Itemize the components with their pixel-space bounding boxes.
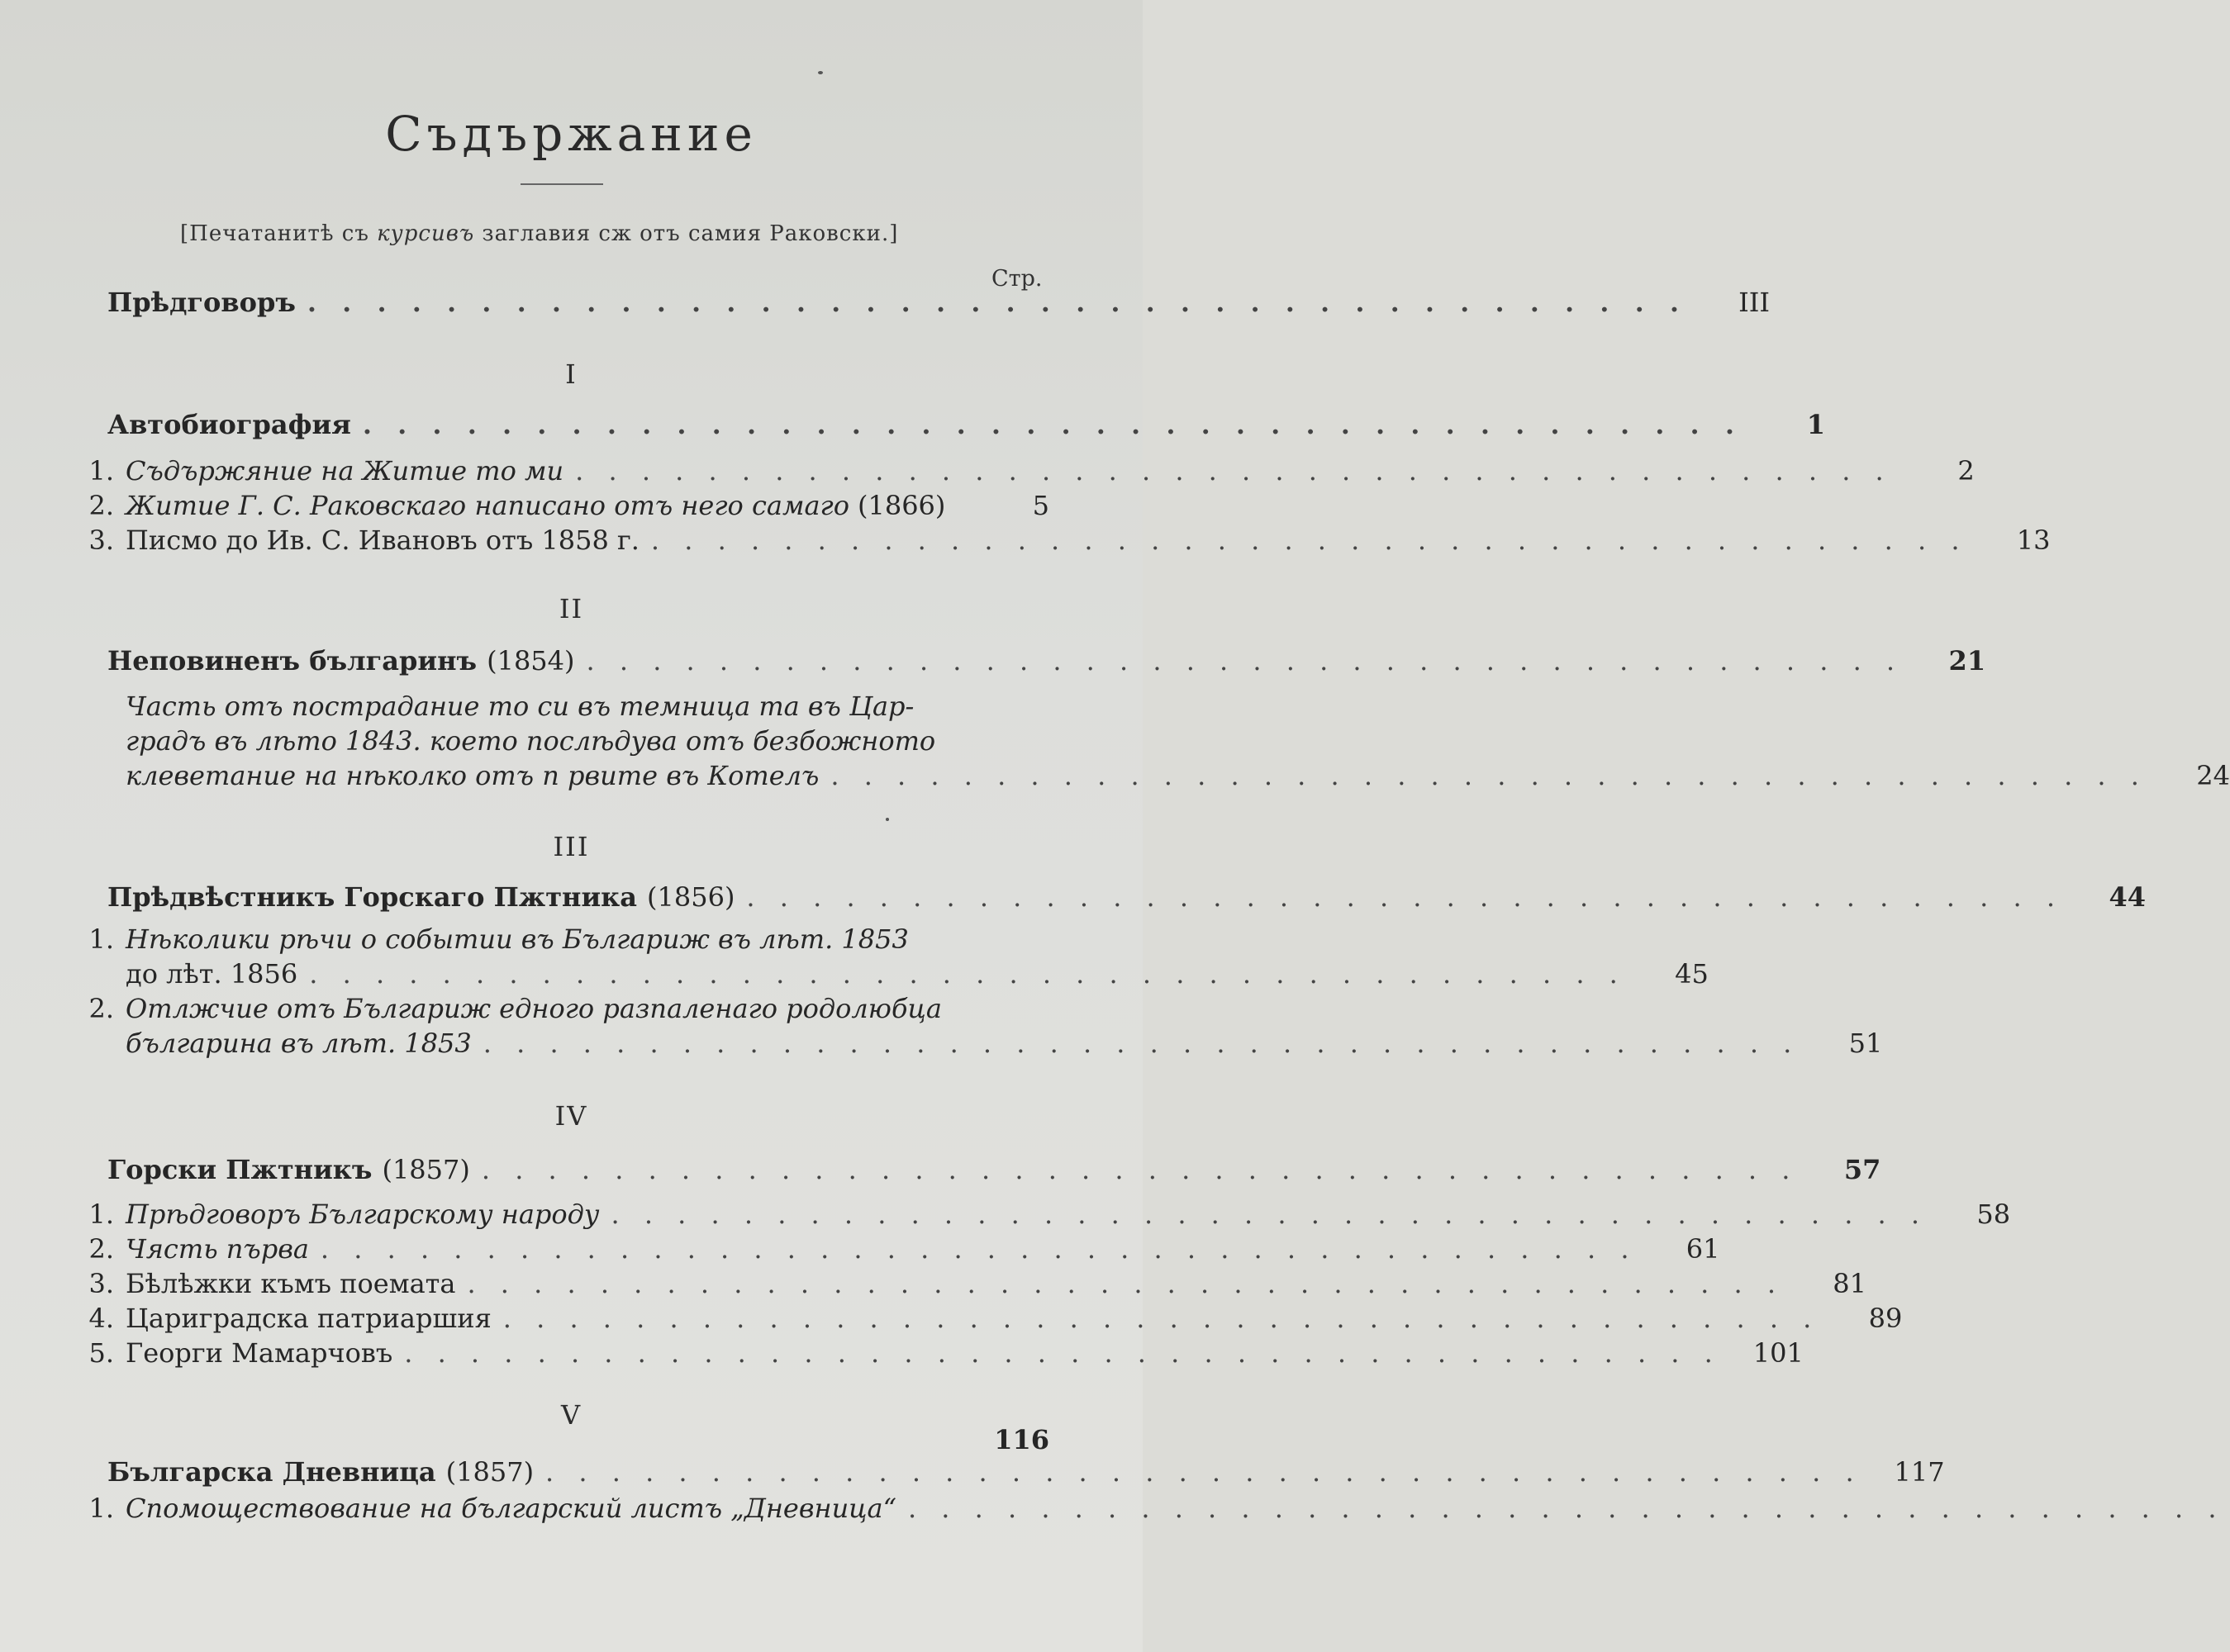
leader-dots: . . . . . . . . . . . . . . . . . . . . . . . . . . . . . . . . . . . . . . . .: [830, 760, 2147, 791]
toc-entry-preface: [107, 286, 1770, 319]
page-title: Съдържание: [385, 106, 758, 162]
section-numeral: V: [560, 1399, 582, 1431]
entry-line: клеветание на нѣколко отъ п рвите въ Котелъ: [126, 760, 820, 791]
entry-line: Отлжчие отъ Българиж едного разпаленаго родолюбца: [126, 993, 942, 1024]
toc-entry: [74, 1492, 2225, 1525]
leader-dots: . . . . . . . . . . . . . . . . . . . . . . . . . . . . . . . . . . . . . . . .: [575, 455, 1892, 487]
entry-line: градъ въ лѣто 1843. което послѣдува отъ безбожното: [126, 725, 936, 757]
leader-dots: . . . . . . . . . . . . . . . . . . . . . . . . . . . . . . . . . . . . . . . .: [586, 645, 1904, 676]
toc-entry-main: [107, 1153, 1881, 1186]
toc-entry: [74, 1198, 2011, 1231]
entry-title: Горски Пжтникъ: [107, 1154, 373, 1185]
entry-number: 2.: [88, 993, 114, 1024]
entry-title: Прѣдвѣстникъ Горскаго Пжтника: [107, 881, 638, 913]
leader-dots: . . . . . . . . . . . . . . . . . . . . . . . . . . . . . . . . . . . . . . . .: [307, 287, 1687, 318]
entry-number: 1.: [88, 455, 114, 487]
toc-entry: [74, 1232, 1720, 1265]
page-number: 51: [1848, 1028, 1883, 1059]
leader-dots: . . . . . . . . . . . . . . . . . . . . . . . . . . . . . . . . . . . . . . . .: [650, 525, 1968, 556]
leader-dots: . . . . . . . . . . . . . . . . . . . . . . . . . . . . . . . . . . . . . . . .: [502, 1303, 1820, 1334]
page-number: 45: [1675, 958, 1709, 990]
entry-line: Часть отъ пострадание то си въ темница та въ Цар-: [126, 691, 915, 722]
entry-number: 1.: [88, 1493, 114, 1524]
toc-entry-main: [107, 1455, 1945, 1488]
page-number: 89: [1868, 1303, 1903, 1334]
leader-dots: . . . . . . . . . . . . . . . . . . . . . . . . . . . . . . . . . . . . . . . .: [481, 1154, 1799, 1185]
entry-line: Нѣколики рѣчи о событии въ Българиж въ лѣт. 1853: [126, 923, 909, 955]
page-number: III: [1738, 287, 1770, 318]
leader-dots: . . . . . . . . . . . . . . . . . . . . . . . . . . . . . . . . . . . . . . . .: [483, 1028, 1800, 1059]
page-number: 21: [1948, 645, 1986, 676]
entry-line: българина въ лѣт. 1853: [126, 1028, 472, 1059]
entry-title: Прѣдговоръ Българскому народу: [126, 1199, 600, 1230]
paper-speck: [886, 818, 889, 821]
page-number: 1: [1806, 409, 1825, 440]
toc-entry-multiline: [74, 922, 1709, 991]
toc-entry: [74, 454, 1975, 487]
entry-title: Съдържяние на Житие то ми: [126, 455, 564, 487]
leader-dots: . . . . . . . . . . . . . . . . . . . . . . . . . . . . . . . . . . . . . . . .: [907, 1493, 2225, 1524]
page-number: 44: [2109, 881, 2146, 913]
toc-entry-multiline: [74, 991, 1883, 1061]
toc-entry: [74, 1267, 1867, 1300]
entry-title: Чясть първа: [126, 1233, 309, 1265]
entry-number: 1.: [88, 923, 114, 955]
entry-year: (1857): [382, 1154, 470, 1185]
entry-title: Георги Мамарчовъ: [126, 1337, 393, 1369]
toc-entry: [74, 1336, 1804, 1370]
entry-title: Неповиненъ българинъ: [107, 645, 478, 676]
toc-entry-multiline: [74, 689, 2230, 793]
page-number: 101: [1752, 1337, 1804, 1369]
title-divider: [521, 183, 603, 185]
page-number: 61: [1686, 1233, 1720, 1265]
entry-title: Писмо до Ив. С. Ивановъ отъ 1858 г.: [126, 525, 640, 556]
entry-title: Бѣлѣжки къмъ поемата: [126, 1268, 456, 1299]
entry-year: (1854): [487, 645, 575, 676]
entry-line: до лѣт. 1856: [126, 958, 298, 990]
section-numeral: II: [559, 593, 584, 624]
page-number: 116: [994, 1424, 1049, 1455]
page-number: 5: [1032, 490, 1049, 521]
page-number: 2: [1957, 455, 1975, 487]
entry-number: 1.: [88, 1199, 114, 1230]
entry-title: Прѣдговоръ: [107, 287, 296, 318]
entry-number: 5.: [88, 1337, 114, 1369]
entry-title: Цариградска патриаршия: [126, 1303, 492, 1334]
leader-dots: . . . . . . . . . . . . . . . . . . . . . . . . . . . . . . . . . . . . . . . .: [362, 409, 1743, 440]
leader-dots: . . . . . . . . . . . . . . . . . . . . . . . . . . . . . . . . . . . . . . . .: [746, 881, 2063, 913]
toc-entry-main: [107, 408, 1825, 441]
entry-year: (1856): [647, 881, 735, 913]
leader-dots: . . . . . . . . . . . . . . . . . . . . . . . . . . . . . . . . . . . . . . . .: [611, 1199, 1928, 1230]
entry-number: 2.: [88, 1233, 114, 1265]
toc-entry-main: [107, 881, 2146, 914]
italic-note: [180, 221, 898, 246]
toc-entry: [74, 1302, 1903, 1335]
entry-year: (1857): [445, 1456, 535, 1488]
toc-entry-main: [107, 644, 1986, 677]
entry-number: 3.: [88, 525, 114, 556]
note-italic: курсивъ: [377, 221, 475, 246]
leader-dots: . . . . . . . . . . . . . . . . . . . . . . . . . . . . . . . . . . . . . . . .: [309, 958, 1626, 990]
section-numeral: I: [565, 358, 578, 390]
leader-dots: . . . . . . . . . . . . . . . . . . . . . . . . . . . . . . . . . . . . . . . .: [320, 1233, 1638, 1265]
note-text-end: заглавия сж отъ самия Раковски.]: [474, 221, 899, 246]
page-number: 117: [1894, 1456, 1945, 1488]
leader-dots: . . . . . . . . . . . . . . . . . . . . . . . . . . . . . . . . . . . . . . . .: [545, 1456, 1862, 1488]
entry-title: Автобиография: [107, 409, 351, 440]
section-numeral: IV: [554, 1100, 588, 1132]
page-number: 57: [1843, 1154, 1881, 1185]
entry-title: Житие Г. С. Раковскаго написано отъ него самаго: [126, 490, 849, 521]
page-column-header: Стр.: [991, 266, 1043, 292]
entry-year: (1866): [857, 490, 946, 521]
entry-number: 2.: [88, 490, 114, 521]
entry-number: 4.: [88, 1303, 114, 1334]
page-number: 58: [1976, 1199, 2011, 1230]
toc-entry: [74, 524, 2051, 557]
note-text: [Печатанитѣ съ: [180, 221, 378, 246]
toc-entry: [74, 489, 1049, 522]
entry-number: 3.: [88, 1268, 114, 1299]
leader-dots: . . . . . . . . . . . . . . . . . . . . . . . . . . . . . . . . . . . . . . . .: [404, 1337, 1721, 1369]
page-number: 24: [2196, 760, 2230, 791]
paper-speck: [818, 71, 823, 74]
section-numeral: III: [553, 831, 590, 862]
entry-title: Спомоществование на българский листъ „Дневница“: [126, 1493, 896, 1524]
page-number: 81: [1833, 1268, 1867, 1299]
leader-dots: . . . . . . . . . . . . . . . . . . . . . . . . . . . . . . . . . . . . . . . .: [467, 1268, 1785, 1299]
entry-title: Българска Дневница: [107, 1456, 436, 1488]
page-number: 13: [2016, 525, 2051, 556]
